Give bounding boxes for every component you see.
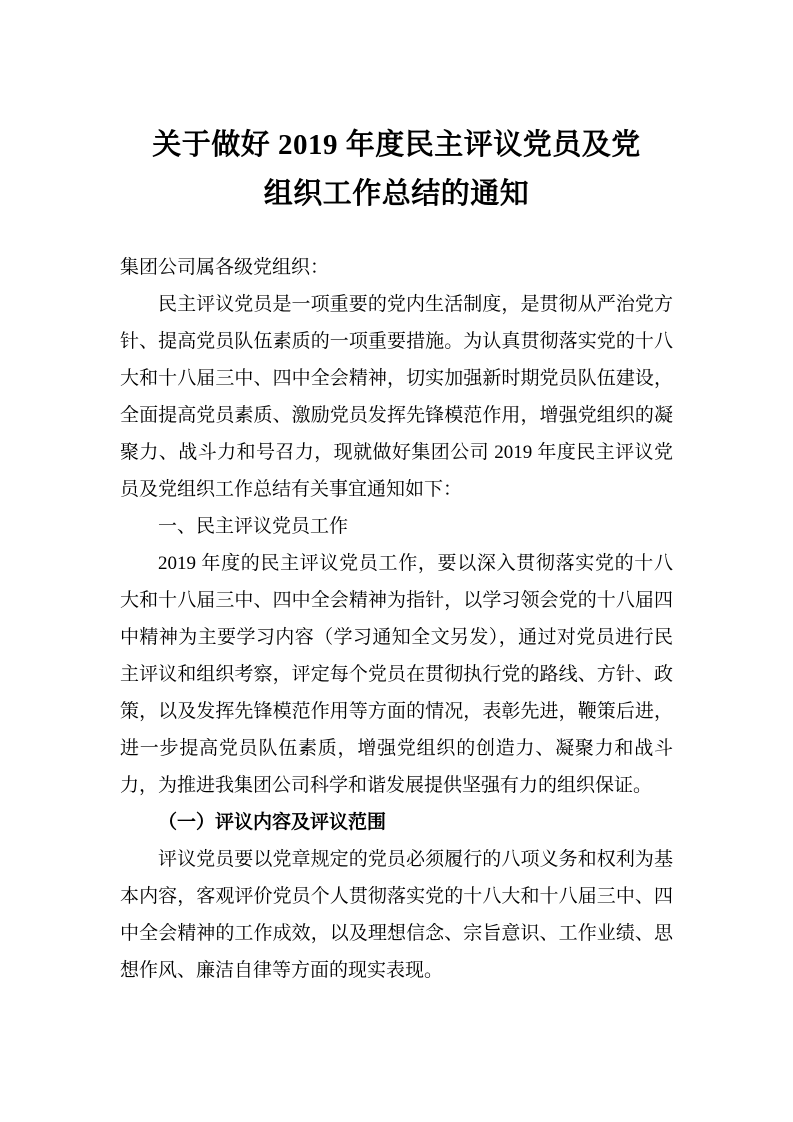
salutation-line: 集团公司属各级党组织：	[120, 257, 330, 278]
document-content	[120, 0, 673, 989]
document-title-line-1: 关于做好 2019 年度民主评议党员及党	[152, 129, 641, 161]
subsection-heading-1-1: （一）评议内容及评议范围	[158, 812, 387, 833]
subsection-1-1-paragraph: 评议党员要以党章规定的党员必须履行的八项义务和权利为基本内容，客观评价党员个人贯彻落实党的十八大和十八届三中、四中全会精神的工作成效，以及理想信念、宗旨意识、工作业绩、思想作风、廉洁自律等方面的现实表现。	[120, 849, 673, 981]
section-heading-1: 一、民主评议党员工作	[158, 516, 349, 537]
document-title	[120, 121, 673, 219]
document-title-line-2: 组织工作总结的通知	[263, 178, 530, 210]
section-1-paragraph: 2019 年度的民主评议党员工作，要以深入贯彻落实党的十八大和十八届三中、四中全会精神为指针，以学习领会党的十八届四中精神为主要学习内容（学习通知全文另发），通过对党员进行民主评议和组织考察，评定每个党员在贯彻执行党的路线、方针、政策，以及发挥先锋模范作用等方面的情况，表彰先进，鞭策后进，进一步提高党员队伍素质，增强党组织的创造力、凝聚力和战斗力，为推进我集团公司科学和谐发展提供坚强有力的组织保证。	[120, 553, 673, 796]
document-body	[120, 249, 673, 989]
intro-paragraph: 民主评议党员是一项重要的党内生活制度，是贯彻从严治党方针、提高党员队伍素质的一项重要措施。为认真贯彻落实党的十八大和十八届三中、四中全会精神，切实加强新时期党员队伍建设，全面提高党员素质、激励党员发挥先锋模范作用，增强党组织的凝聚力、战斗力和号召力，现就做好集团公司 2019 年度民主评议党员及党组织工作总结有关事宜通知如下：	[120, 294, 673, 500]
